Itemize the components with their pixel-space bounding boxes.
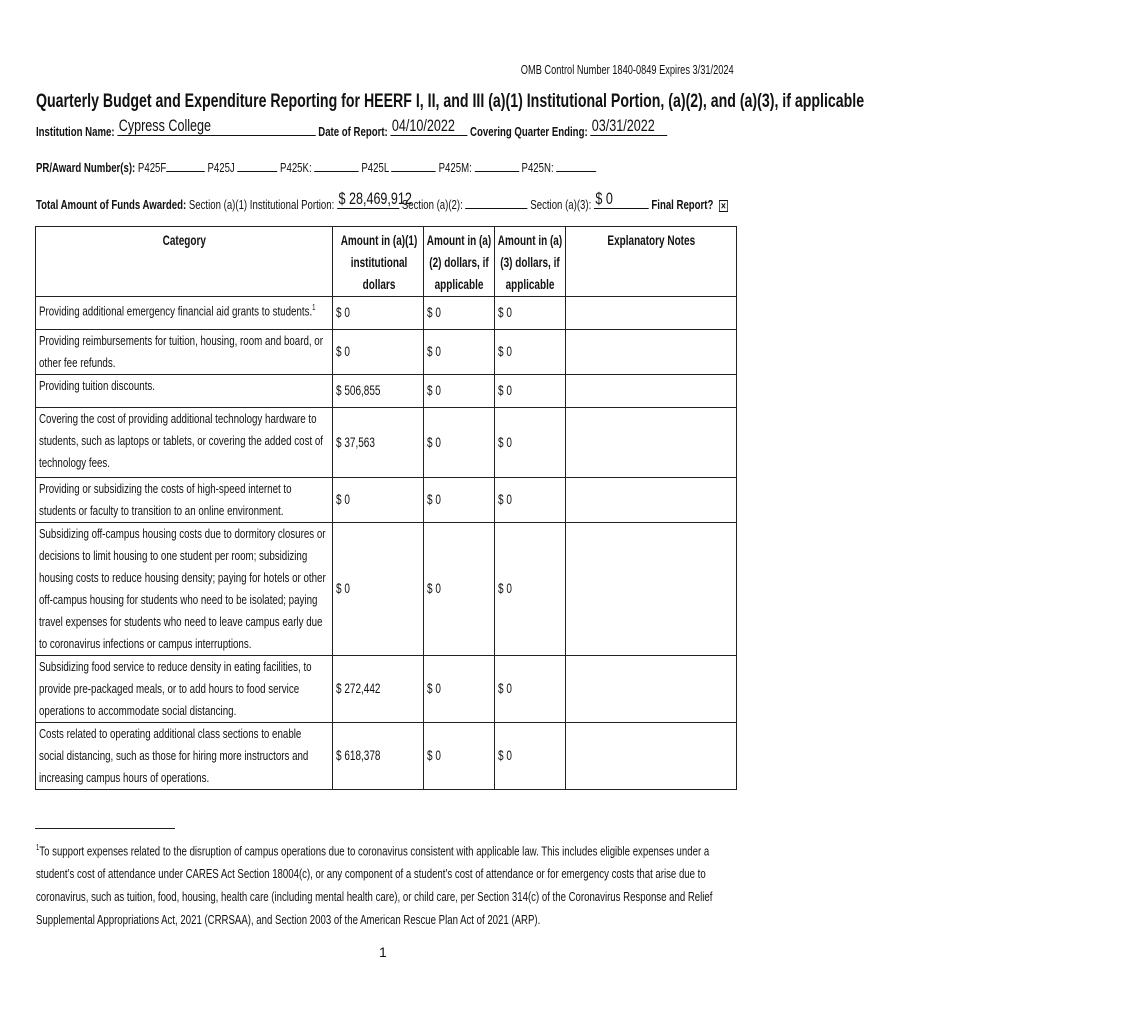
- amount-a1-cell[interactable]: [333, 723, 424, 790]
- category-cell: [36, 297, 333, 330]
- amount-a2-cell[interactable]: [424, 478, 495, 523]
- award-p425j-field[interactable]: [237, 160, 277, 172]
- header-amount-a3: Amount in (a)(3) dollars, if applicable: [495, 227, 566, 297]
- section-a3-value: $ 0: [595, 189, 613, 208]
- category-cell: [36, 523, 333, 656]
- category-cell: [36, 478, 333, 523]
- category-text: Providing or subsidizing the costs of high-speed internet to students or faculty to transition to an online environment.: [39, 481, 292, 518]
- amount-a2-cell[interactable]: [424, 330, 495, 375]
- final-report-checkbox[interactable]: ✕: [720, 201, 727, 211]
- amount-a2-cell[interactable]: [424, 723, 495, 790]
- omb-control-number: OMB Control Number 1840-0849 Expires 3/31/2024: [521, 63, 734, 77]
- report-date-label: Date of Report:: [318, 124, 388, 139]
- amount-a3-cell[interactable]: [495, 375, 566, 408]
- amount-a3-cell[interactable]: [495, 330, 566, 375]
- award-p425l-label: P425L: [361, 160, 389, 175]
- category-cell: [36, 656, 333, 723]
- explanatory-notes-cell[interactable]: [566, 523, 737, 656]
- category-text: Providing additional emergency financial aid grants to students.$^1$: [39, 303, 316, 319]
- header-amount-a2: Amount in (a)(2) dollars, if applicable: [424, 227, 495, 297]
- table-row: [36, 523, 737, 656]
- amount-a3-value: $ 0: [498, 748, 512, 763]
- amount-a1-cell[interactable]: [333, 297, 424, 330]
- amount-a3-cell[interactable]: [495, 523, 566, 656]
- amount-a1-cell[interactable]: [333, 656, 424, 723]
- amount-a2-value: $ 0: [427, 434, 441, 450]
- award-p425f-label: P425F: [137, 160, 167, 175]
- amount-a2-cell[interactable]: [424, 408, 495, 478]
- table-row: [36, 656, 737, 723]
- amount-a1-value: $ 618,378: [336, 748, 381, 763]
- amount-a3-value: $ 0: [498, 681, 512, 696]
- section-a1-value: $ 28,469,912: [338, 189, 412, 208]
- section-a1-field[interactable]: [337, 189, 412, 209]
- amount-a2-cell[interactable]: [424, 297, 495, 330]
- amount-a1-cell[interactable]: [333, 478, 424, 523]
- quarter-ending-field[interactable]: [590, 116, 667, 136]
- category-cell: [36, 330, 333, 375]
- page-title: Quarterly Budget and Expenditure Reporting for HEERF I, II, and III (a)(1) Institutional Portion, (a)(2), and (a)(3), if applicable: [36, 91, 865, 112]
- funds-awarded-line: [36, 189, 971, 212]
- award-numbers-line: [36, 160, 793, 175]
- amount-a3-value: $ 0: [498, 581, 512, 596]
- amount-a2-value: $ 0: [427, 581, 441, 596]
- category-text: Subsidizing off-campus housing costs due to dormitory closures or decisions to limit housing to one student per room; subsidizing housing costs to reduce housing density; paying for hotels or other off-campus housing for students who need to be isolated; paying travel expenses for students who need to leave campus early due to coronavirus infections or campus interruptions.: [39, 526, 326, 651]
- amount-a1-value: $ 506,855: [336, 383, 381, 398]
- award-p425m-field[interactable]: [474, 160, 518, 172]
- category-cell: [36, 408, 333, 478]
- award-p425m-label: P425M:: [438, 160, 472, 175]
- amount-a1-cell[interactable]: [333, 330, 424, 375]
- category-cell: [36, 723, 333, 790]
- section-a2-label: Section (a)(2):: [401, 197, 463, 212]
- award-label: PR/Award Number(s):: [36, 160, 136, 175]
- amount-a1-value: $ 0: [336, 305, 350, 320]
- table-row: [36, 478, 737, 523]
- award-p425n-field[interactable]: [556, 160, 596, 172]
- explanatory-notes-cell[interactable]: [566, 330, 737, 375]
- header-explanatory-notes: Explanatory Notes: [566, 227, 737, 297]
- amount-a3-value: $ 0: [498, 344, 512, 359]
- institution-name-value: Cypress College: [118, 116, 212, 135]
- category-text: Subsidizing food service to reduce density in eating facilities, to provide pre-packaged meals, or to add hours to food service operations to accommodate social distancing.: [39, 659, 312, 718]
- amount-a2-value: $ 0: [427, 344, 441, 359]
- award-p425k-field[interactable]: [314, 160, 358, 172]
- amount-a3-value: $ 0: [498, 383, 512, 398]
- amount-a2-value: $ 0: [427, 492, 441, 507]
- institution-label: Institution Name:: [36, 124, 115, 139]
- section-a1-label: Section (a)(1) Institutional Portion:: [188, 197, 335, 212]
- amount-a1-cell[interactable]: [333, 408, 424, 478]
- category-text: Providing tuition discounts.: [39, 378, 155, 393]
- section-a2-field[interactable]: [465, 197, 527, 209]
- table-row: [36, 408, 737, 478]
- award-p425f-field[interactable]: [166, 160, 204, 172]
- section-a3-label: Section (a)(3):: [530, 197, 592, 212]
- footnote-text: To support expenses related to the disruption of campus operations due to coronavirus consistent with applicable law. This includes eligible expenses under a student’s cost of attendance under CARES Act Section 18004(c), or any component of a student’s cost of attendance or for emergency costs that arise due to coronavirus, such as tuition, food, housing, health care (including mental health care), or child care, per Section 314(c) of the Coronavirus Response and Relief Supplemental Appropriations Act, 2021 (CRRSAA), and Section 2003 of the American Rescue Plan Act of 2021 (ARP).: [36, 843, 713, 928]
- quarter-ending-label: Covering Quarter Ending:: [470, 124, 588, 139]
- amount-a2-cell[interactable]: [424, 375, 495, 408]
- funds-awarded-label: Total Amount of Funds Awarded:: [36, 197, 187, 212]
- report-date-value: 04/10/2022: [391, 116, 455, 135]
- explanatory-notes-cell[interactable]: [566, 408, 737, 478]
- footnote: [36, 836, 732, 931]
- amount-a3-cell[interactable]: [495, 297, 566, 330]
- amount-a1-value: $ 272,442: [336, 681, 381, 696]
- institution-name-field[interactable]: [117, 116, 315, 136]
- category-text: Providing reimbursements for tuition, housing, room and board, or other fee refunds.: [39, 333, 323, 370]
- amount-a2-value: $ 0: [427, 748, 441, 763]
- final-report-label: Final Report?: [651, 197, 714, 212]
- amount-a3-cell[interactable]: [495, 478, 566, 523]
- category-cell: [36, 375, 333, 408]
- expenditure-table: [35, 226, 737, 790]
- amount-a3-value: $ 0: [498, 305, 512, 320]
- explanatory-notes-cell[interactable]: [566, 297, 737, 330]
- amount-a1-value: $ 0: [336, 581, 350, 596]
- amount-a3-cell[interactable]: [495, 656, 566, 723]
- amount-a1-value: $ 37,563: [336, 434, 375, 450]
- amount-a1-value: $ 0: [336, 344, 350, 359]
- report-date-field[interactable]: [390, 116, 467, 136]
- amount-a3-value: $ 0: [498, 434, 512, 450]
- page-number: 1: [379, 944, 387, 960]
- table-row: [36, 723, 737, 790]
- section-a3-field[interactable]: [594, 189, 649, 209]
- amount-a1-cell[interactable]: [333, 523, 424, 656]
- award-p425j-label: P425J: [207, 160, 235, 175]
- amount-a2-cell[interactable]: [424, 656, 495, 723]
- header-amount-a1: Amount in (a)(1) institutional dollars: [333, 227, 424, 297]
- footnote-ref: 1: [312, 303, 316, 312]
- amount-a1-cell[interactable]: [333, 375, 424, 408]
- table-row: [36, 375, 737, 408]
- explanatory-notes-cell[interactable]: [566, 478, 737, 523]
- award-p425k-label: P425K:: [280, 160, 312, 175]
- amount-a2-value: $ 0: [427, 305, 441, 320]
- award-p425l-field[interactable]: [392, 160, 436, 172]
- quarter-ending-value: 03/31/2022: [591, 116, 655, 135]
- amount-a3-cell[interactable]: [495, 408, 566, 478]
- explanatory-notes-cell[interactable]: [566, 375, 737, 408]
- explanatory-notes-cell[interactable]: [566, 656, 737, 723]
- amount-a3-value: $ 0: [498, 492, 512, 507]
- table-header-row: [36, 227, 737, 297]
- category-text: Covering the cost of providing additional technology hardware to students, such as laptops or tablets, or covering the added cost of technology fees.: [39, 411, 324, 470]
- footnote-marker: 1: [36, 843, 40, 852]
- header-category: Category: [36, 227, 333, 297]
- award-p425n-label: P425N:: [521, 160, 554, 175]
- category-text: Costs related to operating additional class sections to enable social distancing, such as those for hiring more instructors and increasing campus hours of operations.: [39, 726, 309, 785]
- amount-a3-cell[interactable]: [495, 723, 566, 790]
- table-row: [36, 297, 737, 330]
- amount-a2-cell[interactable]: [424, 523, 495, 656]
- amount-a1-value: $ 0: [336, 492, 350, 507]
- institution-line: [36, 116, 889, 139]
- explanatory-notes-cell[interactable]: [566, 723, 737, 790]
- amount-a2-value: $ 0: [427, 681, 441, 696]
- amount-a2-value: $ 0: [427, 383, 441, 398]
- footnote-rule: [35, 828, 175, 829]
- table-row: [36, 330, 737, 375]
